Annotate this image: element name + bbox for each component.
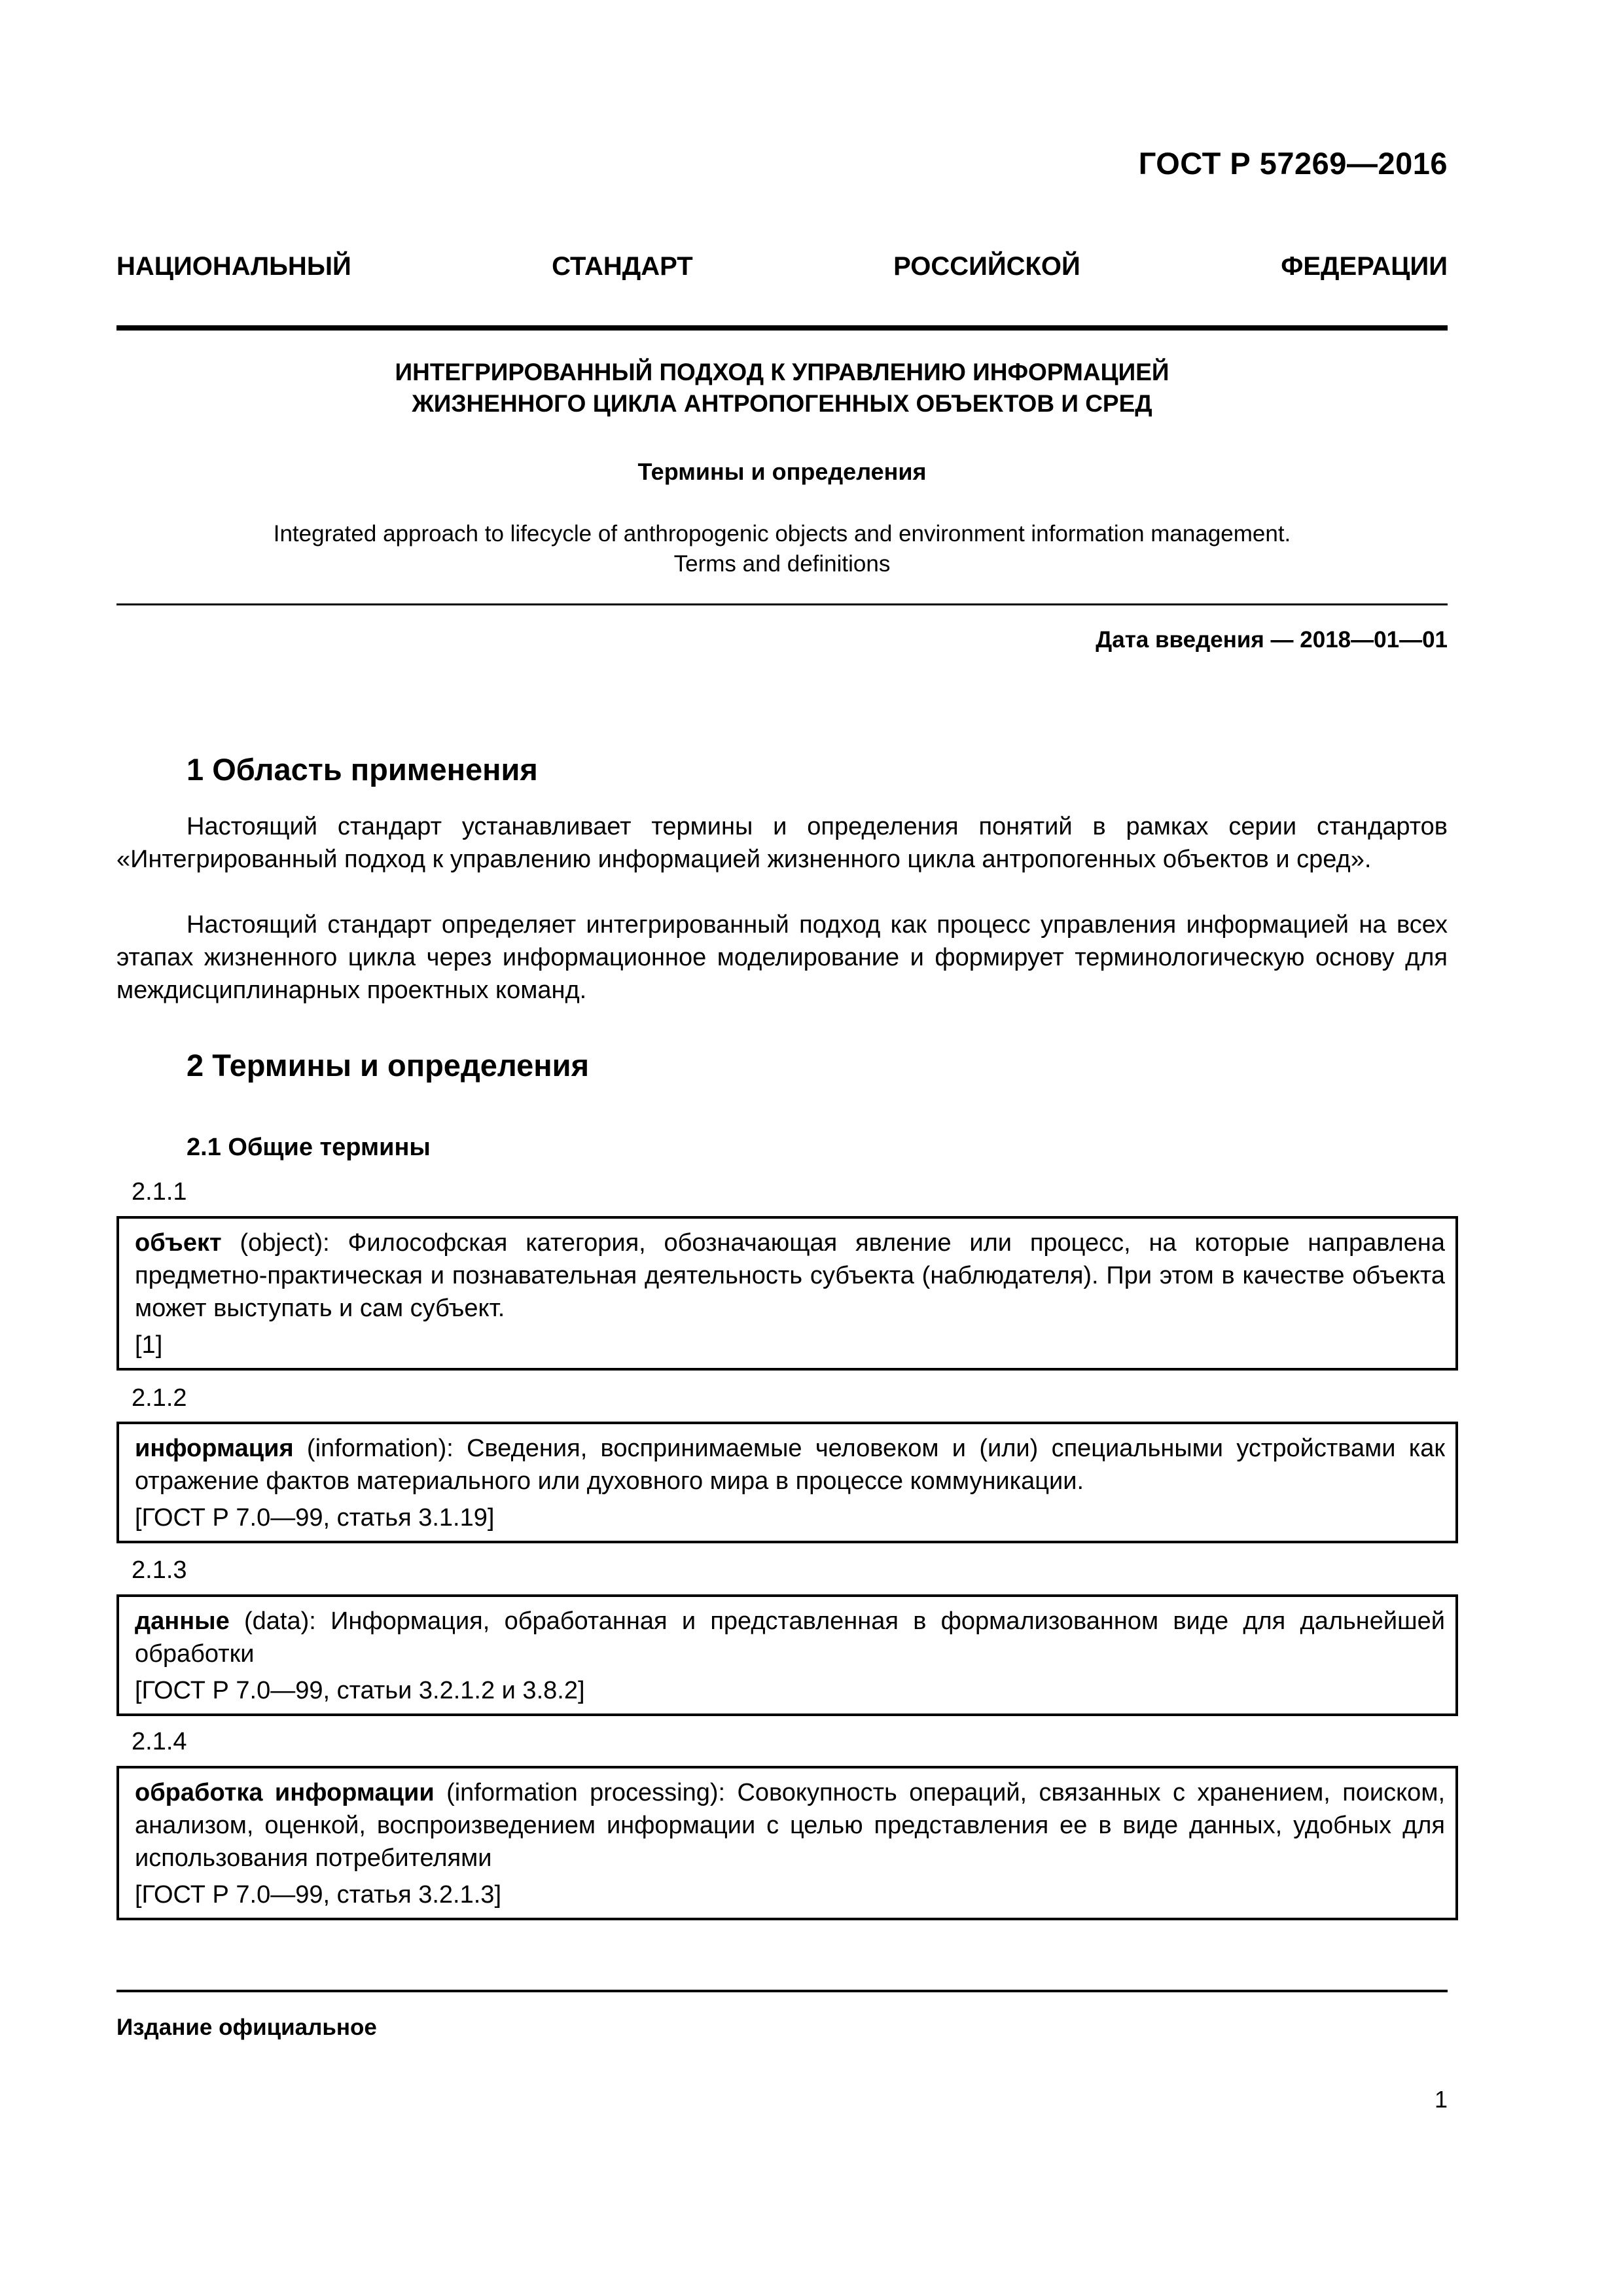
term-text: (information processing): Совокупность операций, связанных с хранением, поиском, анализом, оценкой, воспроизведением информации с целью представления ее в виде данных, удобных для использования потребителями bbox=[135, 1779, 1445, 1872]
section-heading: 2 Термины и определения bbox=[187, 1048, 589, 1083]
title-english bbox=[116, 519, 1448, 579]
document-code: ГОСТ Р 57269—2016 bbox=[1138, 146, 1448, 181]
footer-divider bbox=[116, 1990, 1448, 1992]
term-text: (information): Сведения, воспринимаемые человеком и (или) специальными устройствами как отражение фактов материального или духовного мира в процессе коммуникации. bbox=[135, 1435, 1445, 1495]
paragraph: Настоящий стандарт определяет интегрированный подход как процесс управления информацией на всех этапах жизненного цикла через информационное моделирование и формирует терминологическую основу для междисциплинарных проектных команд. bbox=[116, 911, 1448, 1004]
official-edition-label: Издание официальное bbox=[116, 2015, 377, 2040]
title-line: ЖИЗНЕННОГО ЦИКЛА АНТРОПОГЕННЫХ ОБЪЕКТОВ И СРЕД bbox=[412, 390, 1152, 417]
term-box bbox=[116, 1766, 1458, 1920]
term-text: (object): Философская категория, обозначающая явление или процесс, на которые направлена предметно-практическая и познавательная деятельность субъекта (наблюдателя). При этом в качестве объекта может выступать и сам субъект. bbox=[135, 1229, 1445, 1322]
term-definition bbox=[135, 1605, 1445, 1670]
title-line: ИНТЕГРИРОВАННЫЙ ПОДХОД К УПРАВЛЕНИЮ ИНФОРМАЦИЕЙ bbox=[395, 359, 1169, 386]
banner-word: НАЦИОНАЛЬНЫЙ bbox=[116, 252, 351, 281]
introduction-date: Дата введения — 2018—01—01 bbox=[1096, 627, 1448, 653]
paragraph: Настоящий стандарт устанавливает термины и определения понятий в рамках серии стандартов «Интегрированный подход к управлению информацией жизненного цикла антропогенных объектов и сред». bbox=[116, 813, 1448, 873]
term-definition bbox=[135, 1776, 1445, 1874]
subtitle-russian: Термины и определения bbox=[637, 458, 927, 485]
term-source: [1] bbox=[135, 1331, 163, 1359]
header-divider bbox=[116, 325, 1448, 331]
national-standard-banner bbox=[116, 252, 1448, 281]
title-russian bbox=[116, 357, 1448, 420]
subsection-heading: 2.1 Общие термины bbox=[187, 1134, 431, 1161]
title-line: Integrated approach to lifecycle of anthropogenic objects and environment information management. bbox=[273, 521, 1291, 547]
term-number: 2.1.4 bbox=[132, 1728, 187, 1755]
title-divider bbox=[116, 603, 1448, 605]
term-number: 2.1.2 bbox=[132, 1384, 187, 1412]
banner-word: ФЕДЕРАЦИИ bbox=[1281, 252, 1448, 281]
page-number: 1 bbox=[1434, 2086, 1448, 2113]
term-source: [ГОСТ Р 7.0—99, статья 3.2.1.3] bbox=[135, 1881, 501, 1909]
title-line: Terms and definitions bbox=[673, 551, 891, 577]
section-heading: 1 Область применения bbox=[187, 752, 538, 787]
term-definition bbox=[135, 1227, 1445, 1325]
term-definition bbox=[135, 1432, 1445, 1498]
term-name: обработка информации bbox=[135, 1779, 435, 1806]
term-name: данные bbox=[135, 1607, 230, 1635]
term-number: 2.1.1 bbox=[132, 1178, 187, 1206]
term-box bbox=[116, 1216, 1458, 1371]
term-number: 2.1.3 bbox=[132, 1556, 187, 1584]
term-box bbox=[116, 1594, 1458, 1716]
term-source: [ГОСТ Р 7.0—99, статьи 3.2.1.2 и 3.8.2] bbox=[135, 1677, 585, 1704]
term-text: (data): Информация, обработанная и представленная в формализованном виде для дальнейшей обработки bbox=[135, 1607, 1445, 1668]
term-source: [ГОСТ Р 7.0—99, статья 3.1.19] bbox=[135, 1504, 495, 1532]
banner-word: СТАНДАРТ bbox=[552, 252, 693, 281]
banner-word: РОССИЙСКОЙ bbox=[893, 252, 1080, 281]
term-box bbox=[116, 1422, 1458, 1543]
term-name: информация bbox=[135, 1435, 294, 1462]
term-name: объект bbox=[135, 1229, 222, 1257]
